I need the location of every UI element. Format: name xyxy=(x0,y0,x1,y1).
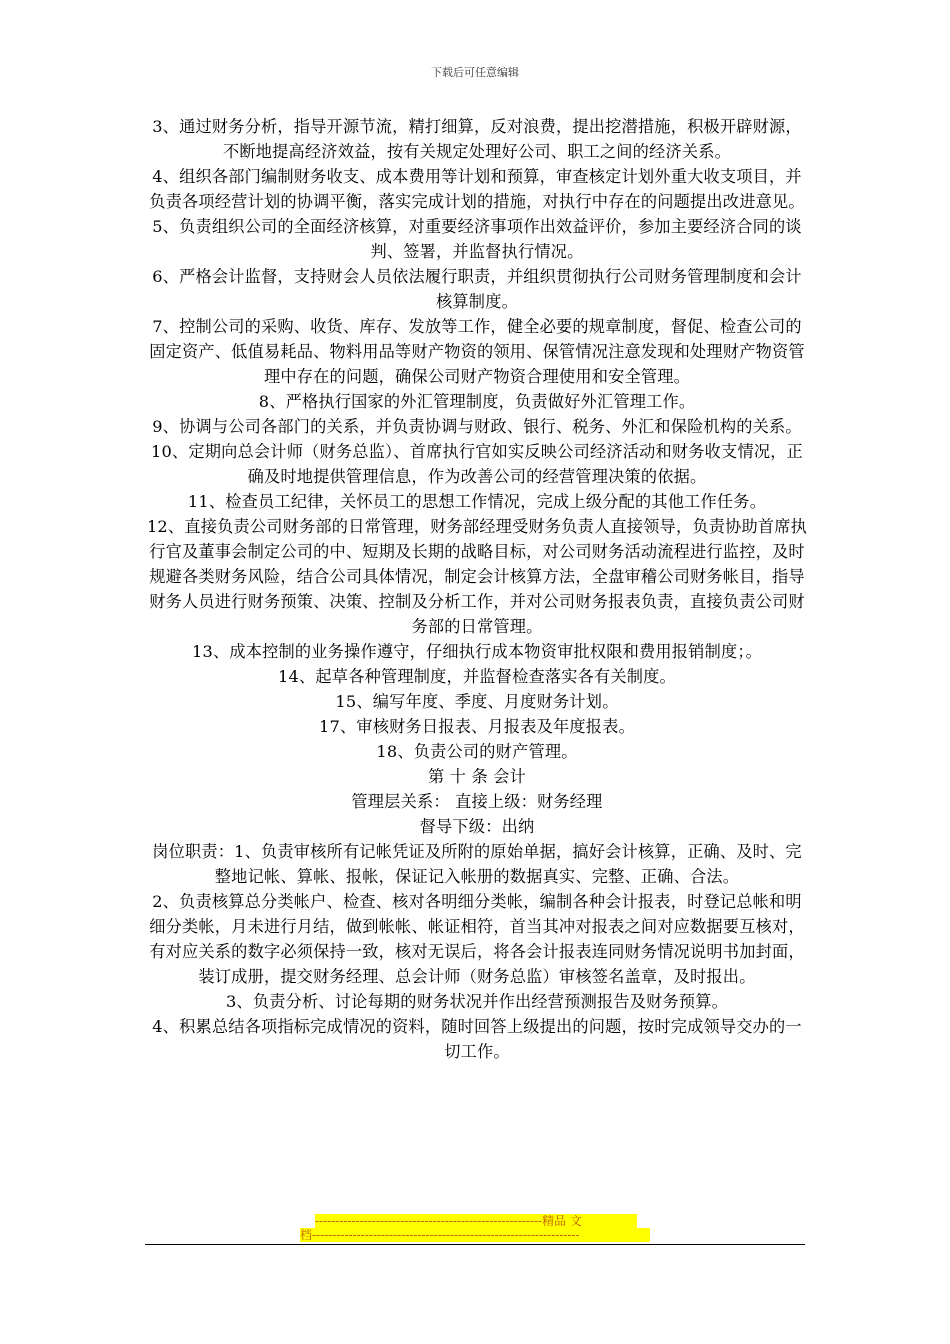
paragraph-item-13: 13、成本控制的业务操作遵守，仔细执行成本物资审批权限和费用报销制度；。 xyxy=(191,642,763,661)
paragraph-item-5: 5、负责组织公司的全面经济核算，对重要经济事项作出效益评价，参加主要经济合同的谈判、签署，并监督执行情况。 xyxy=(152,217,802,261)
paragraph-item-17: 17、审核财务日报表、月报表及年度报表。 xyxy=(319,717,635,736)
document-body xyxy=(145,114,809,1064)
supervise-subordinate-line: 督导下级：出纳 xyxy=(419,817,535,836)
footer-watermark xyxy=(300,1214,650,1242)
paragraph-item-4: 4、组织各部门编制财务收支、成本费用等计划和预算，审查核定计划外重大收支项目，并负责各项经营计划的协调平衡，落实完成计划的措施，对执行中存在的问题提出改进意见。 xyxy=(149,167,805,211)
paragraph-item-3: 3、通过财务分析，指导开源节流，精打细算，反对浪费，提出挖潜措施，积极开辟财源，不断地提高经济效益，按有关规定处理好公司、职工之间的经济关系。 xyxy=(152,117,802,161)
duty-item-1: 岗位职责：1、负责审核所有记帐凭证及所附的原始单据，搞好会计核算，正确、及时、完整地记帐、算帐、报帐，保证记入帐册的数据真实、完整、正确、合法。 xyxy=(152,842,802,886)
paragraph-item-11: 11、检查员工纪律，关怀员工的思想工作情况，完成上级分配的其他工作任务。 xyxy=(187,492,767,511)
section-heading-article-10: 第 十 条 会计 xyxy=(428,767,526,786)
page-header: 下载后可任意编辑 xyxy=(431,66,519,79)
paragraph-item-10: 10、定期向总会计师（财务总监）、首席执行官如实反映公司经济活动和财务收支情况，正确及时地提供管理信息，作为改善公司的经营管理决策的依据。 xyxy=(150,442,803,486)
duty-item-3: 3、负责分析、讨论每期的财务状况并作出经营预测报告及财务预算。 xyxy=(225,992,729,1011)
paragraph-item-15: 15、编写年度、季度、月度财务计划。 xyxy=(335,692,619,711)
duty-item-4: 4、积累总结各项指标完成情况的资料，随时回答上级提出的问题，按时完成领导交办的一切工作。 xyxy=(152,1017,802,1061)
paragraph-item-12: 12、直接负责公司财务部的日常管理，财务部经理受财务负责人直接领导，负责协助首席执行官及董事会制定公司的中、短期及长期的战略目标，对公司财务活动流程进行监控，及时规避各类财务风险，结合公司具体情况，制定会计核算方法，全盘审稽公司财务帐目，指导财务人员进行财务预策、决策、控制及分析工作，并对公司财务报表负责，直接负责公司财务部的日常管理。 xyxy=(146,517,808,636)
paragraph-item-8: 8、严格执行国家的外汇管理制度，负责做好外汇管理工作。 xyxy=(258,392,696,411)
footer-line-1: --------------------------------------------------------精品 文 xyxy=(315,1214,637,1228)
paragraph-item-18: 18、负责公司的财产管理。 xyxy=(376,742,578,761)
duty-item-2: 2、负责核算总分类帐户、检查、核对各明细分类帐，编制各种会计报表，时登记总帐和明细分类帐，月未进行月结，做到帐帐、帐证相符，首当其冲对报表之间对应数据要互核对，有对应关系的数字必须保持一致，核对无误后，将各会计报表连同财务情况说明书加封面，装订成册，提交财务经理、总会计师（财务总监）审核签名盖章，及时报出。 xyxy=(149,892,805,986)
paragraph-item-14: 14、起草各种管理制度，并监督检查落实各有关制度。 xyxy=(278,667,676,686)
bottom-divider xyxy=(145,1244,805,1245)
paragraph-item-7: 7、控制公司的采购、收货、库存、发放等工作，健全必要的规章制度，督促、检查公司的固定资产、低值易耗品、物料用品等财产物资的领用、保管情况注意发现和处理财产物资管理中存在的问题，确保公司财产物资合理使用和安全管理。 xyxy=(149,317,805,386)
management-relation-line: 管理层关系： 直接上级：财务经理 xyxy=(351,792,603,811)
footer-line-2: 档------------------------------------------------------------------ xyxy=(300,1228,650,1242)
paragraph-item-6: 6、严格会计监督，支持财会人员依法履行职责，并组织贯彻执行公司财务管理制度和会计核算制度。 xyxy=(152,267,802,311)
paragraph-item-9: 9、协调与公司各部门的关系，并负责协调与财政、银行、税务、外汇和保险机构的关系。 xyxy=(152,417,802,436)
